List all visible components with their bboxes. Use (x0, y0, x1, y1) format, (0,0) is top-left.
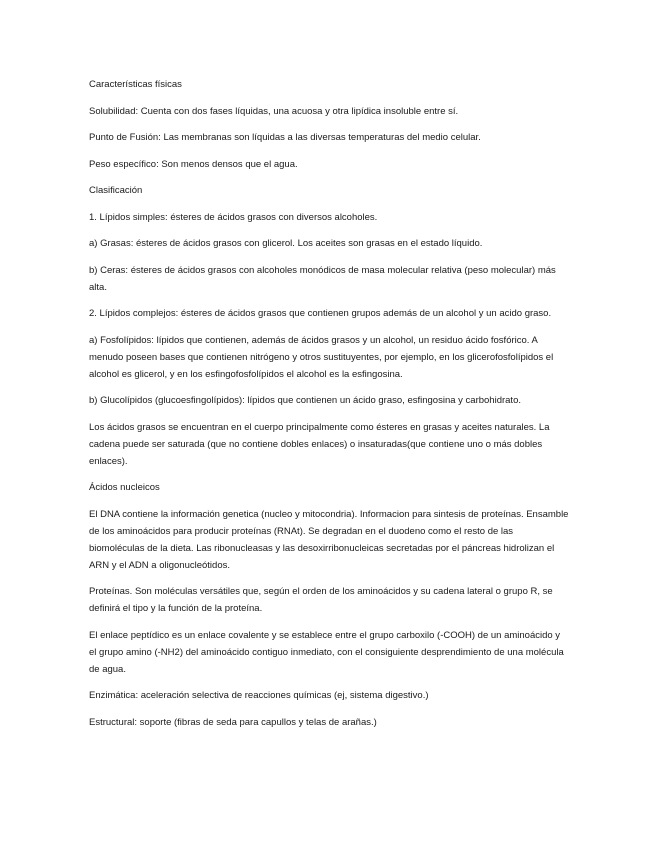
paragraph-melting-point: Punto de Fusión: Las membranas son líquidas a las diversas temperaturas del medio celular. (89, 132, 481, 143)
paragraph-peptide-bond: El enlace peptídico es un enlace covalente y se establece entre el grupo carboxilo (-COOH) de un aminoácido y el grupo amino (-NH2) del aminoácido contiguo inmediato, con el consiguiente desprendimiento de una molécula de agua. (89, 629, 564, 675)
paragraph-solubility: Solubilidad: Cuenta con dos fases líquidas, una acuosa y otra lipídica insoluble entre sí. (89, 105, 459, 117)
section-heading-classification: Clasificación (89, 185, 143, 196)
paragraph-dna: El DNA contiene la información genetica (nucleo y mitocondria). Informacion para sintesis de proteínas. Ensamble de los aminoácidos para producir proteínas (RNAt). Se degradan en el duodeno como el resto de las biomoléculas de la dieta. Las ribonucleasas y las desoxirribonucleicas secretadas por el páncreas hidrolizan el ARN y el ADN a oligonucleótidos. (89, 508, 569, 571)
paragraph-fatty-acids: Los ácidos grasos se encuentran en el cuerpo principalmente como ésteres en grasas y aceites naturales. La cadena puede ser saturada (que no contiene dobles enlaces) o insaturadas(que contiene uno o más dobles enlaces). (89, 421, 550, 467)
paragraph-waxes: b) Ceras: ésteres de ácidos grasos con alcoholes monódicos de masa molecular relativa (peso molecular) más alta. (89, 264, 556, 293)
paragraph-structural: Estructural: soporte (fibras de seda para capullos y telas de arañas.) (89, 716, 377, 728)
paragraph-fats: a) Grasas: ésteres de ácidos grasos con glicerol. Los aceites son grasas en el estado líquido. (89, 238, 483, 249)
paragraph-proteins: Proteínas. Son moléculas versátiles que, según el orden de los aminoácidos y su cadena lateral o grupo R, se definirá el tipo y la función de la proteína. (89, 586, 553, 614)
paragraph-complex-lipids: 2. Lípidos complejos: ésteres de ácidos grasos que contienen grupos además de un alcohol y un acido graso. (89, 308, 552, 319)
paragraph-specific-weight: Peso específico: Son menos densos que el agua. (89, 158, 298, 170)
paragraph-phospholipids: a) Fosfolípidos: lípidos que contienen, además de ácidos grasos y un alcohol, un residuo ácido fosfórico. A menudo poseen bases que contienen nitrógeno y otros sustituyentes, por ejemplo, en los glicerofosfolípidos el alcohol es glicerol, y en los esfingofosfolípidos el alcohol es la esfingosina. (89, 334, 554, 380)
paragraph-enzymatic: Enzimática: aceleración selectiva de reacciones químicas (ej, sistema digestivo.) (89, 690, 429, 701)
section-heading-physical-characteristics: Características físicas (89, 79, 182, 90)
paragraph-simple-lipids: 1. Lípidos simples: ésteres de ácidos grasos con diversos alcoholes. (89, 211, 378, 223)
document-body (89, 76, 569, 740)
paragraph-glycolipids: b) Glucolípidos (glucoesfingolípidos): lípidos que contienen un ácido graso, esfingosina y carbohidrato. (89, 395, 521, 406)
section-heading-nucleic-acids: Ácidos nucleicos (89, 482, 160, 493)
